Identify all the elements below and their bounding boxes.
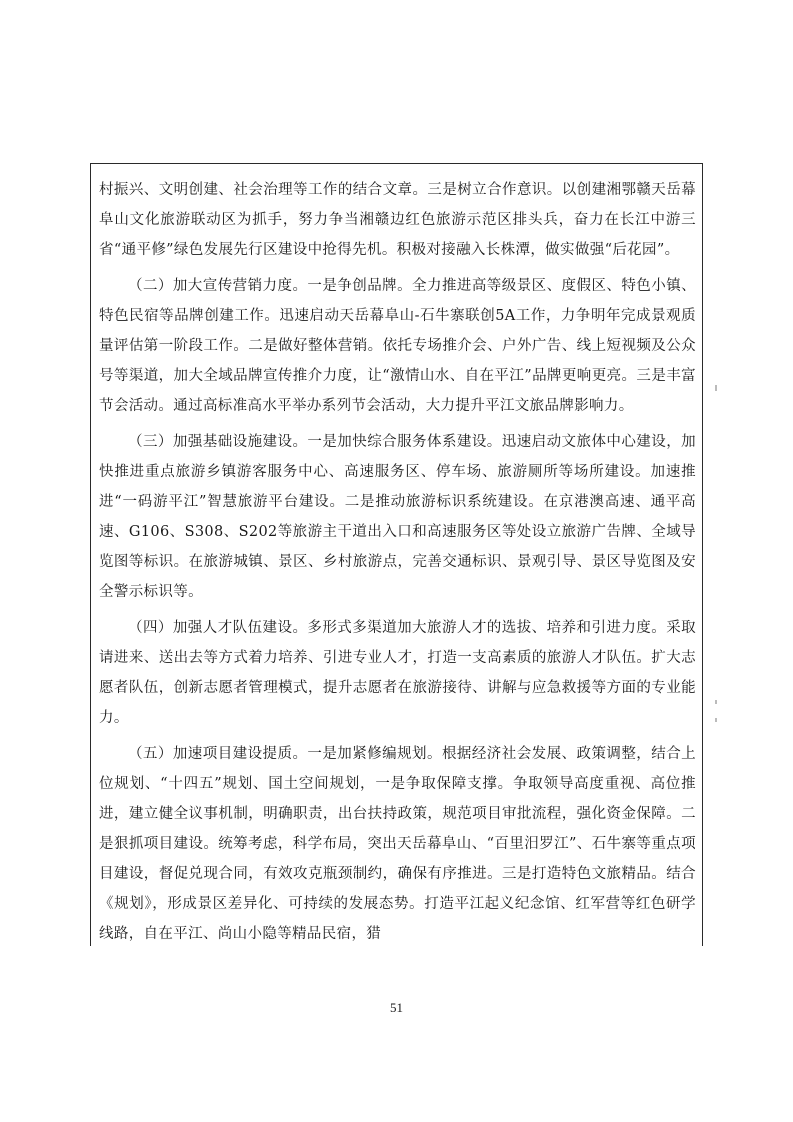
document-body [91,164,702,946]
paragraph-project-construction: （五）加速项目建设提质。一是加紧修编规划。根据经济社会发展、政策调整，结合上位规划、“十四五”规划、国土空间规划，一是争取保障支撑。争取领导高度重视、高位推进，建立健全议事机制，明确职责，出台扶持政策，规范项目审批流程，强化资金保障。二是狠抓项目建设。统筹考虑，科学布局，突出天岳幕阜山、“百里汨罗江”、石牛寨等重点项目建设，督促兑现合同，有效攻克瓶颈制约，确保有序推进。三是打造特色文旅精品。结合《规划》，形成景区差异化、可持续的发展态势。打造平江起义纪念馆、红军营等红色研学线路，自在平江、尚山小隐等精品民宿，猎 [99,746,696,942]
scan-mark [715,385,717,391]
scan-mark [715,718,717,722]
paragraph-continuation: 村振兴、文明创建、社会治理等工作的结合文章。三是树立合作意识。以创建湘鄂赣天岳幕阜山文化旅游联动区为抓手，努力争当湘赣边红色旅游示范区排头兵，奋力在长江中游三省“通平修”绿色发展先行区建设中抢得先机。积极对接融入长株潭，做实做强“后花园”。 [99,182,696,258]
page-number: 51 [390,1000,403,1015]
paragraph-infrastructure: （三）加强基础设施建设。一是加快综合服务体系建设。迅速启动文旅体中心建设，加快推进重点旅游乡镇游客服务中心、高速服务区、停车场、旅游厕所等场所建设。加速推进“一码游平江”智慧旅游平台建设。二是推动旅游标识系统建设。在京港澳高速、通平高速、G106、S308、S202等旅游主干道出入口和高速服务区等处设立旅游广告牌、全域导览图等标识。在旅游城镇、景区、乡村旅游点，完善交通标识、景观引导、景区导览图及安全警示标识等。 [99,434,696,600]
paragraph-talent-team: （四）加强人才队伍建设。多形式多渠道加大旅游人才的选拔、培养和引进力度。采取请进来、送出去等方式着力培养、引进专业人才，打造一支高素质的旅游人才队伍。扩大志愿者队伍，创新志愿者管理模式，提升志愿者在旅游接待、讲解与应急救援等方面的专业能力。 [99,620,696,726]
paragraph-publicity-marketing: （二）加大宣传营销力度。一是争创品牌。全力推进高等级景区、度假区、特色小镇、特色民宿等品牌创建工作。迅速启动天岳幕阜山-石牛寨联创5A工作，力争明年完成景观质量评估第一阶段工作。二是做好整体营销。依托专场推介会、户外广告、线上短视频及公众号等渠道，加大全域品牌宣传推介力度，让“激情山水、自在平江”品牌更响更亮。三是丰富节会活动。通过高标准高水平举办系列节会活动，大力提升平江文旅品牌影响力。 [99,278,696,414]
scan-mark [715,700,717,704]
document-frame [90,163,703,946]
